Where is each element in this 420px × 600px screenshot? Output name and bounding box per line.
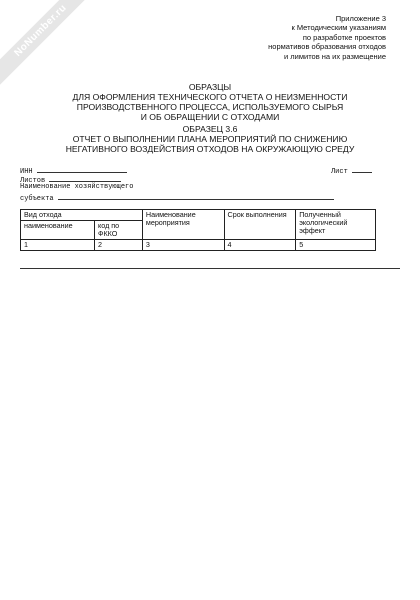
appendix-line: нормативов образования отходов	[268, 42, 386, 52]
inn-label: ИНН	[20, 168, 33, 176]
sample-title-line: НЕГАТИВНОГО ВОЗДЕЙСТВИЯ ОТХОДОВ НА ОКРУЖАЮЩУЮ СРЕДУ	[65, 144, 355, 154]
title-line: ПРОИЗВОДСТВЕННОГО ПРОЦЕССА, ИСПОЛЬЗУЕМОГО СЫРЬЯ	[76, 102, 344, 112]
sheets-field[interactable]	[49, 174, 121, 182]
appendix-note	[186, 14, 386, 61]
column-number: 4	[224, 240, 296, 251]
measures-table	[20, 209, 376, 251]
entity-label-cont: субъекта	[20, 195, 54, 203]
document-title	[20, 82, 400, 122]
sheet-label: Лист	[330, 168, 348, 176]
inn-field[interactable]	[37, 165, 127, 173]
entity-row-2	[20, 192, 400, 201]
table-header-row	[21, 210, 376, 221]
entity-field[interactable]	[58, 192, 334, 200]
entity-row-1	[20, 183, 400, 192]
header-deadline: Срок выполнения	[224, 210, 296, 240]
sheet-field[interactable]	[352, 165, 372, 173]
appendix-line: по разработке проектов	[302, 32, 386, 42]
title-line: ДЛЯ ОФОРМЛЕНИЯ ТЕХНИЧЕСКОГО ОТЧЕТА О НЕИЗМЕННОСТИ	[72, 92, 348, 102]
sheets-label: Листов	[20, 177, 46, 185]
header-name: наименование	[21, 221, 95, 240]
appendix-line: к Методическим указаниям	[291, 23, 386, 33]
sheets-row	[20, 174, 400, 183]
column-number: 2	[95, 240, 143, 251]
sample-title	[20, 124, 400, 154]
column-number: 1	[21, 240, 95, 251]
appendix-line: Приложение 3	[335, 14, 386, 23]
watermark-logo: NoNumber.ru	[0, 0, 100, 90]
title-line: ОБРАЗЦЫ	[188, 82, 232, 92]
inn-row	[20, 165, 400, 174]
header-code: код по ФККО	[95, 221, 143, 240]
sample-title-line: ОТЧЕТ О ВЫПОЛНЕНИИ ПЛАНА МЕРОПРИЯТИЙ ПО СНИЖЕНИЮ	[72, 134, 348, 144]
title-line: И ОБ ОБРАЩЕНИИ С ОТХОДАМИ	[140, 112, 280, 122]
form-header-fields	[20, 165, 400, 201]
sample-title-line: ОБРАЗЕЦ 3.6	[182, 124, 238, 134]
column-number: 5	[296, 240, 376, 251]
appendix-line: и лимитов на их размещение	[284, 51, 386, 61]
header-measure-name: Наименование мероприятия	[142, 210, 224, 240]
divider	[20, 268, 400, 269]
entity-label: Наименование хозяйствующего	[20, 183, 134, 191]
header-waste-type: Вид отхода	[21, 210, 143, 221]
table-row	[21, 240, 376, 251]
column-number: 3	[142, 240, 224, 251]
header-effect: Полученный экологический эффект	[296, 210, 376, 240]
